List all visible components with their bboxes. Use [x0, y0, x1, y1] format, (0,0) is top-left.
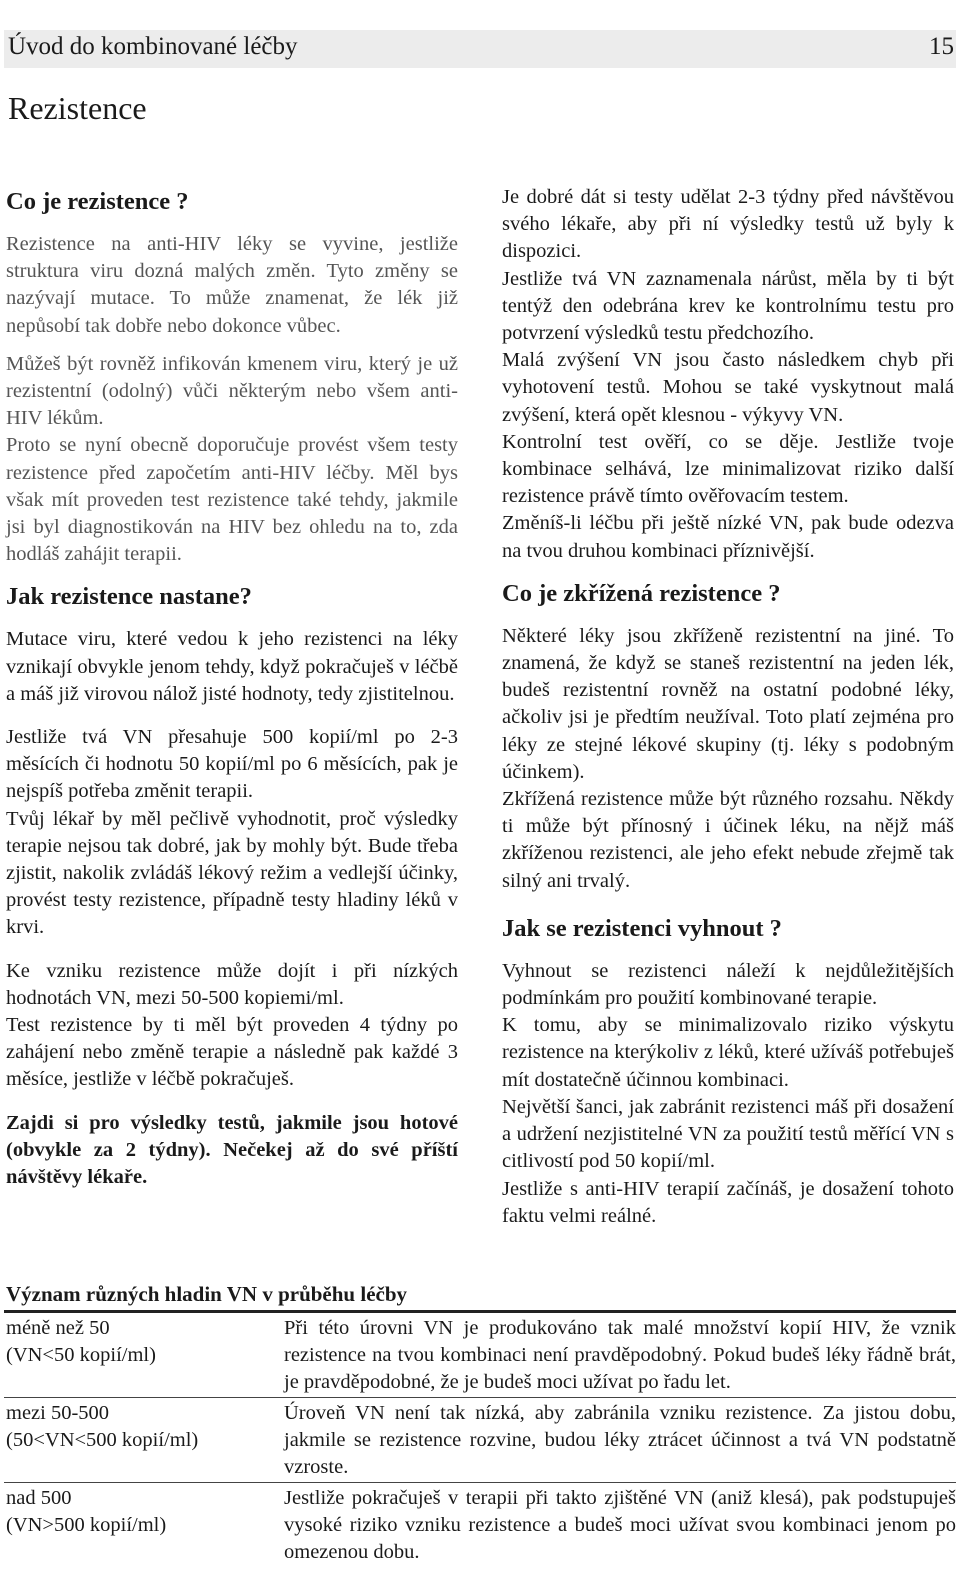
- left-column: [6, 184, 458, 1191]
- section-heading-avoid-resistance: Jak se rezistenci vyhnout ?: [502, 914, 782, 942]
- paragraph: Je dobré dát si testy udělat 2-3 týdny před návštěvou svého lékaře, aby při ní výsledky testů už byly k dispozici.: [502, 186, 954, 263]
- paragraph: Jestliže tvá VN zaznamenala nárůst, měla by ti být tentýž den odebrána krev ke kontrolnímu testu pro potvrzení výsledků testu předchozího.: [502, 267, 954, 345]
- section-heading-how-resistance-arises: Jak rezistence nastane?: [6, 583, 252, 611]
- paragraph: Rezistence na anti-HIV léky se vyvine, jestliže struktura viru dozná malých změn. Tyto změny se nazývají mutace. To může znamenat, že lék již nepůsobí tak dobře nebo dokonce vůbec.: [6, 233, 458, 337]
- paragraph: K tomu, aby se minimalizovalo riziko výskytu rezistence na kterýkoliv z léků, které užíváš potřebuješ mít dostatečně účinnou kombinaci.: [502, 1014, 954, 1091]
- section-heading-what-is-resistance: Co je rezistence ?: [6, 188, 189, 215]
- paragraph: Ke vzniku rezistence může dojít i při nízkých hodnotách VN, mezi 50-500 kopiemi/ml.: [6, 959, 458, 1009]
- level-range-detail: (VN<50 kopií/ml): [6, 1344, 156, 1367]
- page-number: 15: [929, 33, 954, 60]
- level-range-detail: (50<VN<500 kopií/ml): [6, 1429, 199, 1452]
- paragraph: Vyhnout se rezistenci náleží k nejdůležitějších podmínkám pro použití kombinované terapie.: [502, 959, 954, 1010]
- vn-level-cell: [6, 1315, 266, 1369]
- vn-level-cell: [6, 1400, 266, 1454]
- paragraph: Kontrolní test ověří, co se děje. Jestliže tvoje kombinace selhává, lze minimalizovat riziko další rezistence právě tímto ověřovacím testem.: [502, 430, 954, 508]
- vn-levels-table: [4, 1310, 956, 1567]
- paragraph: Test rezistence by ti měl být proveden 4 týdny po zahájení nebo změně terapie a následně pak každé 3 měsíce, jestliže v léčbě pokračuješ.: [6, 1014, 458, 1091]
- paragraph: Mutace viru, které vedou k jeho rezistenci na léky vznikají obvykle jenom tehdy, když pokračuješ v léčbě a máš již virovou nálož jisté hodnoty, tedy zjistitelnou.: [6, 628, 458, 705]
- running-title: Úvod do kombinované léčby: [8, 33, 298, 60]
- section-heading-cross-resistance: Co je zkřížená rezistence ?: [502, 579, 781, 607]
- paragraph: Malá zvýšení VN jsou často následkem chyb při vyhotovení testů. Mohou se také vyskytnout malá zvýšení, která opět klesnou - výkyvy VN.: [502, 349, 954, 426]
- table-title: Význam různých hladin VN v průběhu léčby: [6, 1282, 408, 1306]
- emphasis-paragraph: Zajdi si pro výsledky testů, jakmile jsou hotové (obvykle za 2 týdny). Nečekej až do své příští návštěvy lékaře.: [6, 1111, 458, 1189]
- level-description: Úroveň VN není tak nízká, aby zabránila vzniku rezistence. Za jistou dobu, jakmile se rezistence rozvine, budou léky ztrácet účinnost a tvá VN podstatně vzroste.: [284, 1402, 956, 1479]
- level-range: méně než 50: [6, 1317, 110, 1339]
- paragraph: Největší šanci, jak zabránit rezistenci máš při dosažení a udržení nezjistitelné VN za použití testů měřící VN s citlivostí pod 50 kopií/ml.: [502, 1095, 954, 1173]
- table-row: [4, 1398, 956, 1483]
- level-range: mezi 50-500: [6, 1402, 110, 1424]
- level-range: nad 500: [6, 1487, 72, 1509]
- level-range-detail: (VN>500 kopií/ml): [6, 1514, 167, 1537]
- paragraph: Jestliže tvá VN přesahuje 500 kopií/ml po 2-3 měsících či hodnotu 50 kopií/ml po 6 měsících, pak je nejspíš potřeba změnit terapii.: [6, 726, 458, 803]
- paragraph: Jestliže s anti-HIV terapií začínáš, je dosažení tohoto faktu velmi reálné.: [502, 1177, 954, 1227]
- paragraph: Zkřížená rezistence může být různého rozsahu. Někdy ti může být přínosný i účinek léku, na nějž máš zkříženou rezistenci, ale jeho efekt nebude zřejmě tak silný ani trvalý.: [502, 788, 954, 892]
- paragraph: Změníš-li léčbu při ještě nízké VN, pak bude odezva na tvou druhou kombinaci příznivější.: [502, 512, 954, 562]
- page-header: [4, 30, 956, 68]
- vn-level-cell: [6, 1485, 266, 1539]
- paragraph: Tvůj lékař by měl pečlivě vyhodnotit, proč výsledky terapie nejsou tak dobré, jak by mohly být. Bude třeba zjistit, nakolik zvládáš lékový režim a vedlejší účinky, provést testy rezistence, případně testy hladiny léků v krvi.: [6, 807, 458, 939]
- paragraph: Proto se nyní obecně doporučuje provést všem testy rezistence před započetím anti-HIV léčby. Měl bys však mít proveden test rezistence také tehdy, jakmile jsi byl diagnostikován na HIV bez ohledu na to, zda hodláš zahájit terapii.: [6, 434, 458, 566]
- paragraph: Můžeš být rovněž infikován kmenem viru, který je už rezistentní (odolný) vůči některým nebo všem anti-HIV lékům.: [6, 352, 458, 430]
- level-description: Jestliže pokračuješ v terapii při takto zjištěné VN (aniž klesá), pak podstupuješ vysoké riziko vzniku rezistence a budeš moci užívat svou kombinaci jenom po omezenou dobu.: [284, 1487, 956, 1564]
- table-row: [4, 1483, 956, 1567]
- page-title: Rezistence: [8, 90, 147, 126]
- paragraph: Některé léky jsou zkříženě rezistentní na jiné. To znamená, že když se staneš rezistentní na jeden lék, budeš rezistentní rovněž na ostatní podobné léky, ačkoliv jsi je předtím neužíval. Toto platí zejména pro léky ze stejné lékové skupiny (tj. léky s podobným účinkem).: [502, 624, 954, 783]
- level-description: Při této úrovni VN je produkováno tak malé množství kopií HIV, že vznik rezistence na tvou kombinaci není pravděpodobný. Pokud budeš léky řádně brát, je pravděpodobné, že je budeš moci užívat po řadu let.: [284, 1317, 956, 1394]
- right-column: [502, 184, 954, 1230]
- table-row: [4, 1313, 956, 1398]
